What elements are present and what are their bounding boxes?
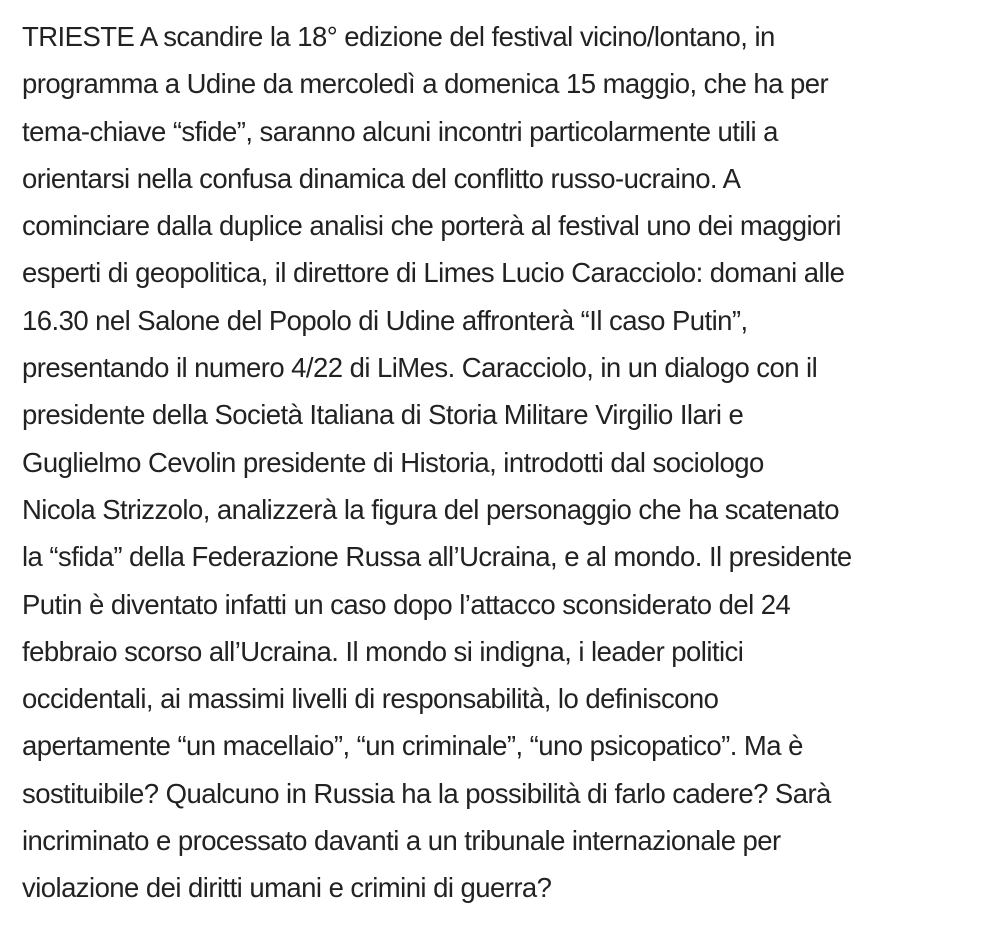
paragraph-line: apertamente “un macellaio”, “un criminale”, “uno psicopatico”. Ma è bbox=[22, 730, 803, 762]
article bbox=[22, 13, 994, 912]
paragraph-line: febbraio scorso all’Ucraina. Il mondo si indigna, i leader politici bbox=[22, 635, 744, 667]
paragraph-line: Nicola Strizzolo, analizzerà la figura del personaggio che ha scatenato bbox=[22, 493, 840, 525]
paragraph-line: tema-chiave “sfide”, saranno alcuni incontri particolarmente utili a bbox=[22, 115, 778, 147]
paragraph-line: orientarsi nella confusa dinamica del conflitto russo-ucraino. A bbox=[22, 162, 741, 194]
paragraph-line: esperti di geopolitica, il direttore di Limes Lucio Caracciolo: domani alle bbox=[22, 257, 845, 289]
paragraph-line: programma a Udine da mercoledì a domenica 15 maggio, che ha per bbox=[22, 68, 829, 100]
paragraph-line: presidente della Società Italiana di Storia Militare Virgilio Ilari e bbox=[22, 399, 744, 431]
paragraph-line: 16.30 nel Salone del Popolo di Udine affronterà “Il caso Putin”, bbox=[22, 304, 748, 336]
paragraph-line: sostituibile? Qualcuno in Russia ha la possibilità di farlo cadere? Sarà bbox=[22, 777, 831, 809]
paragraph-line: violazione dei diritti umani e crimini di guerra? bbox=[22, 872, 552, 904]
paragraph-line: presentando il numero 4/22 di LiMes. Caracciolo, in un dialogo con il bbox=[22, 352, 818, 384]
article-paragraph bbox=[22, 13, 994, 912]
paragraph-line: occidentali, ai massimi livelli di responsabilità, lo definiscono bbox=[22, 683, 719, 715]
paragraph-line: incriminato e processato davanti a un tribunale internazionale per bbox=[22, 825, 781, 857]
paragraph-line: Guglielmo Cevolin presidente di Historia, introdotti dal sociologo bbox=[22, 446, 764, 478]
paragraph-line: TRIESTE A scandire la 18° edizione del festival vicino/lontano, in bbox=[22, 21, 775, 52]
paragraph-line: la “sfida” della Federazione Russa all’Ucraina, e al mondo. Il presidente bbox=[22, 541, 852, 573]
paragraph-line: Putin è diventato infatti un caso dopo l’attacco sconsiderato del 24 bbox=[22, 588, 791, 620]
paragraph-line: cominciare dalla duplice analisi che porterà al festival uno dei maggiori bbox=[22, 210, 841, 242]
